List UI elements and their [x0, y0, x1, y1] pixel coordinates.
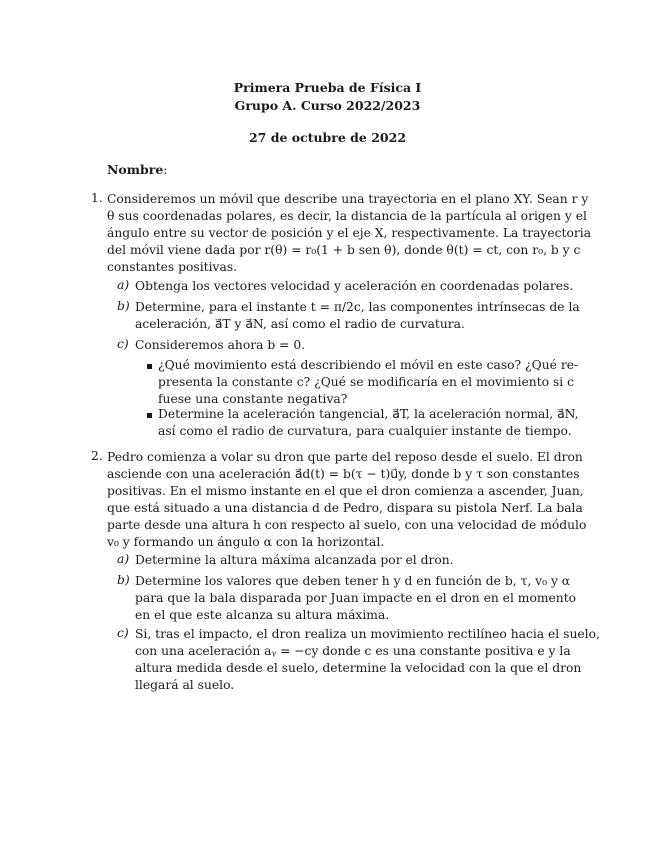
statement-line: que está situado a una distancia d de Pedro, dispara su pistola Nerf. La bala	[107, 501, 583, 515]
exam-group: Grupo A. Curso 2022/2023	[234, 98, 421, 113]
exam-date: 27 de octubre de 2022	[248, 130, 407, 145]
statement-line: positivas. En el mismo instante en el que el dron comienza a ascender, Juan,	[107, 484, 584, 498]
part-2b-label: b)	[117, 573, 130, 587]
statement-line: constantes positivas.	[107, 260, 238, 274]
statement-line: ángulo entre su vector de posición y el eje X, respectivamente. La trayectoria	[107, 226, 592, 240]
part-1a-text: Obtenga los vectores velocidad y aceleración en coordenadas polares.	[135, 279, 574, 293]
statement-line: Consideremos un móvil que describe una trayectoria en el plano XY. Sean r y	[107, 192, 589, 206]
part-1b-label: b)	[117, 299, 130, 313]
statement-line: asciende con una aceleración a⃗d(t) = b(τ − t)u⃗y, donde b y τ son constantes	[107, 467, 580, 481]
part-2b-text: Determine los valores que deben tener h y d en función de b, τ, v₀ y α para que la bala disparada por Juan impacte en el dron en el momento en el que este alcanza su altura máxima.	[135, 574, 577, 622]
part-1a-label: a)	[117, 278, 130, 292]
part-1c-text: Consideremos ahora b = 0.	[135, 338, 306, 352]
part-2c-text: Si, tras el impacto, el dron realiza un movimiento rectilíneo hacia el suelo, con una aceleración aᵧ = −cy donde c es una constante positiva e y la altura medida desde el suelo, determine la velocidad con la que el dron llegará al suelo.	[135, 627, 600, 692]
part-1c-label: c)	[117, 337, 129, 351]
part-2c-label: c)	[117, 626, 129, 640]
statement-line: θ sus coordenadas polares, es decir, la distancia de la partícula al origen y el	[107, 209, 587, 223]
bullet-marker	[147, 364, 152, 369]
statement-line: Pedro comienza a volar su dron que parte del reposo desde el suelo. El dron	[107, 450, 583, 464]
name-label: Nombre:	[107, 162, 168, 177]
exam-title: Primera Prueba de Física I	[233, 80, 422, 95]
part-2a-text: Determine la altura máxima alcanzada por el dron.	[135, 553, 454, 567]
problem-1-number: 1.	[91, 191, 103, 205]
part-2a-label: a)	[117, 552, 130, 566]
part-1b-text: Determine, para el instante t = π/2c, las componentes intrínsecas de la aceleración, a⃗T y a⃗N, así como el radio de curvatura.	[135, 300, 580, 331]
part-1c-bullet-1: ¿Qué movimiento está describiendo el móvil en este caso? ¿Qué re- presenta la constante c? ¿Qué se modificaría en el movimiento si c fuese una constante negativa?	[158, 358, 579, 406]
statement-line: parte desde una altura h con respecto al suelo, con una velocidad de módulo	[107, 518, 587, 532]
problem-1-statement	[107, 191, 592, 276]
statement-line: del móvil viene dada por r(θ) = r₀(1 + b sen θ), donde θ(t) = ct, con r₀, b y c	[107, 243, 581, 257]
bullet-marker	[147, 413, 152, 418]
problem-2-statement	[107, 449, 587, 551]
statement-line: v₀ y formando un ángulo α con la horizontal.	[107, 535, 385, 549]
problem-2-number: 2.	[91, 449, 103, 463]
part-1c-bullet-2: Determine la aceleración tangencial, a⃗T, la aceleración normal, a⃗N, así como el radio de curvatura, para cualquier instante de tiempo.	[158, 407, 579, 438]
